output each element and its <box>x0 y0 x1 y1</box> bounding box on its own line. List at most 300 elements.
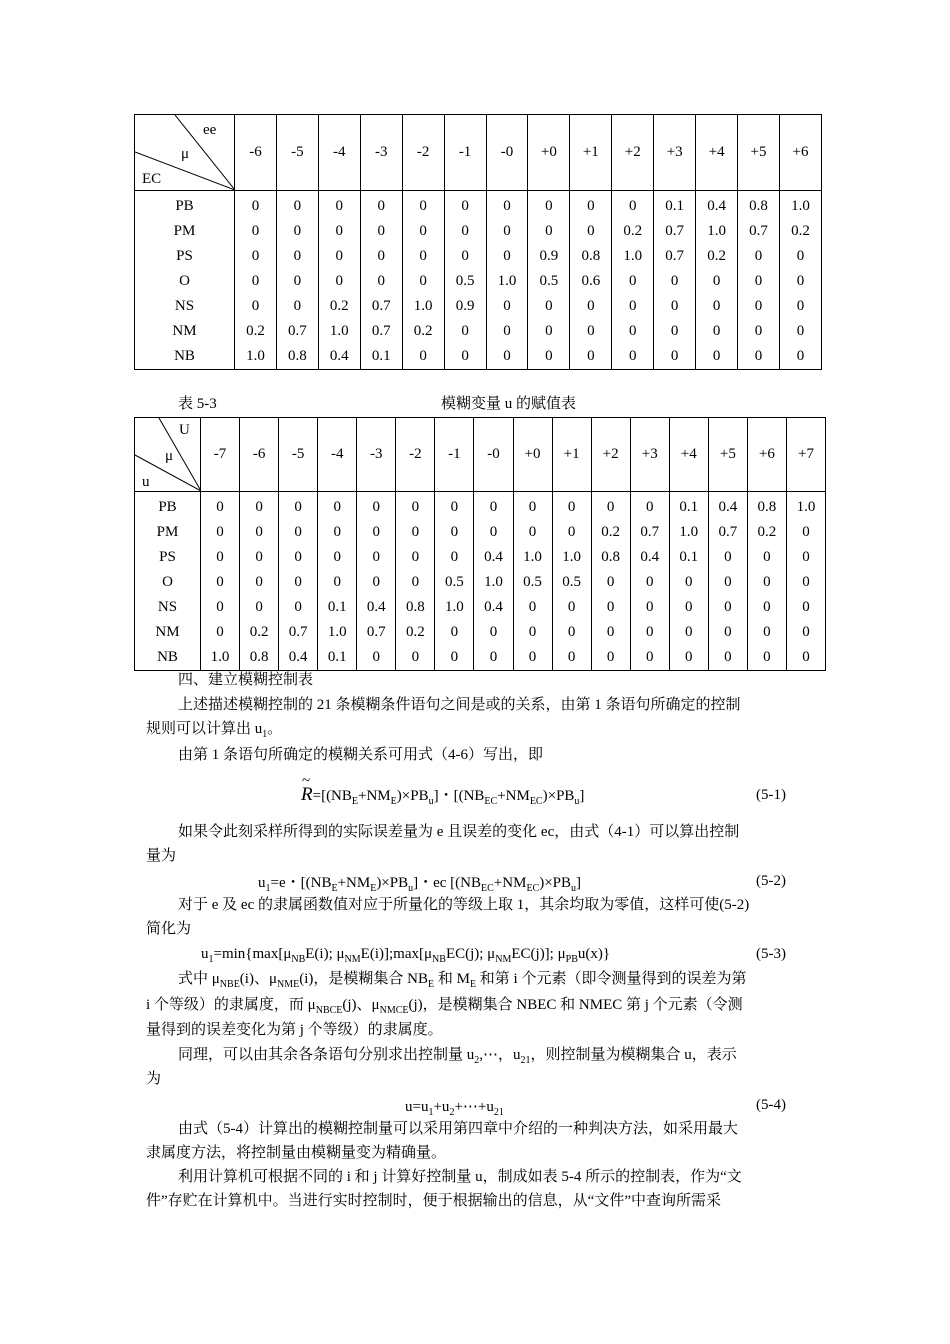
table-cell: 0 <box>360 244 402 269</box>
table-cell: 0 <box>570 294 612 319</box>
table-cell: 0 <box>591 492 630 521</box>
table-cell: 0 <box>279 545 318 570</box>
table-cell: 0.4 <box>357 595 396 620</box>
diagonal-header-cell <box>135 115 235 191</box>
table-cell: 1.0 <box>474 570 513 595</box>
table-cell: 0 <box>552 620 591 645</box>
table-cell: 0 <box>738 319 780 344</box>
table-cell: 1.0 <box>513 545 552 570</box>
paragraph-5-line-2: i 个等级）的隶属度，而 $\mu_{NBCE}(j)$、$\mu_{NMCE}(j)$，是模糊集合 NBEC 和 NMEC 第 j 个元素（令测 <box>146 997 743 1016</box>
row-label: PB <box>135 492 201 521</box>
table-cell: 0.1 <box>669 492 708 521</box>
table-cell: 0 <box>630 595 669 620</box>
table-cell: 0 <box>396 570 435 595</box>
corner-label-mu: μ <box>181 146 190 162</box>
table-cell: 0.2 <box>591 520 630 545</box>
table-cell: 0.2 <box>612 219 654 244</box>
table-cell: 0 <box>779 319 821 344</box>
table-cell: 0 <box>486 344 528 370</box>
table-cell: 0.7 <box>630 520 669 545</box>
table-cell: 1.0 <box>486 269 528 294</box>
column-header: +1 <box>552 418 591 492</box>
table-cell: 0.4 <box>630 545 669 570</box>
table-cell: 0 <box>276 294 318 319</box>
table-cell: 0 <box>528 344 570 370</box>
column-header: -6 <box>235 115 277 191</box>
table-cell: 0 <box>318 545 357 570</box>
table-cell: 0 <box>552 645 591 671</box>
table-cell: 0.2 <box>696 244 738 269</box>
table-cell: 0 <box>435 545 474 570</box>
table-cell: 0 <box>279 520 318 545</box>
row-label: PS <box>135 545 201 570</box>
column-header: -4 <box>318 418 357 492</box>
table-cell: 0 <box>696 344 738 370</box>
table-cell: 0 <box>786 570 825 595</box>
table-cell: 0 <box>747 620 786 645</box>
table-cell: 1.0 <box>552 545 591 570</box>
table-cell: 0 <box>444 344 486 370</box>
table-cell: 0.5 <box>435 570 474 595</box>
table-cell: 0 <box>786 545 825 570</box>
table-cell: 0 <box>357 570 396 595</box>
row-label: NB <box>135 344 235 370</box>
paragraph-5-line-3: 量得到的误差变化为第 j 个等级）的隶属度。 <box>146 1022 443 1038</box>
table-cell: 0.2 <box>235 319 277 344</box>
table-cell: 0 <box>591 645 630 671</box>
table-cell: 0 <box>528 191 570 220</box>
membership-table-u <box>134 417 826 671</box>
paragraph-1-line-1: 上述描述模糊控制的 21 条模糊条件语句之间是或的关系，由第 1 条语句所确定的控制 <box>178 697 741 713</box>
table-cell: 1.0 <box>235 344 277 370</box>
table-cell: 0 <box>318 269 360 294</box>
column-header: +4 <box>696 115 738 191</box>
row-label: NS <box>135 595 201 620</box>
table-cell: 0 <box>486 244 528 269</box>
paragraph-8-line-1: 利用计算机可根据不同的 i 和 j 计算好控制量 u，制成如表 5-4 所示的控制表，作为“文 <box>178 1169 742 1185</box>
table-row <box>135 269 822 294</box>
diagonal-header-cell <box>135 418 201 492</box>
column-header: +4 <box>669 418 708 492</box>
column-header: +1 <box>570 115 612 191</box>
row-label: PM <box>135 520 201 545</box>
table-cell: 0 <box>357 545 396 570</box>
table-cell: 0 <box>402 344 444 370</box>
table-cell: 0 <box>786 595 825 620</box>
table-row <box>135 294 822 319</box>
table-cell: 0 <box>444 219 486 244</box>
table-cell: 0.9 <box>444 294 486 319</box>
table-cell: 0 <box>357 492 396 521</box>
paragraph-2: 由第 1 条语句所确定的模糊关系可用式（4-6）写出，即 <box>178 747 543 763</box>
table-cell: 0 <box>528 319 570 344</box>
table-cell: 0 <box>201 620 240 645</box>
table-cell: 0 <box>201 570 240 595</box>
table-cell: 0 <box>630 492 669 521</box>
table-cell: 0 <box>779 344 821 370</box>
table-cell: 0 <box>318 492 357 521</box>
table-cell: 0 <box>630 620 669 645</box>
table-cell: 0 <box>513 520 552 545</box>
table-cell: 0 <box>513 595 552 620</box>
table-cell: 0 <box>240 545 279 570</box>
table-cell: 0 <box>235 244 277 269</box>
table-cell: 0 <box>402 219 444 244</box>
table-cell: 0 <box>738 269 780 294</box>
table-row <box>135 545 826 570</box>
table-cell: 0.4 <box>474 545 513 570</box>
table-cell: 0 <box>654 344 696 370</box>
table-cell: 1.0 <box>786 492 825 521</box>
table-cell: 0 <box>276 191 318 220</box>
table-cell: 0 <box>708 570 747 595</box>
table-cell: 0 <box>240 595 279 620</box>
column-header: -1 <box>444 115 486 191</box>
table-cell: 0 <box>612 191 654 220</box>
table-cell: 0 <box>747 645 786 671</box>
table-cell: 0 <box>474 645 513 671</box>
table-cell: 0 <box>444 319 486 344</box>
table-row <box>135 492 826 521</box>
table-cell: 0.5 <box>552 570 591 595</box>
table-cell: 0.7 <box>360 319 402 344</box>
table-cell: 0 <box>318 219 360 244</box>
table-cell: 0.7 <box>276 319 318 344</box>
table-cell: 0 <box>201 595 240 620</box>
table-cell: 0.7 <box>654 219 696 244</box>
table-cell: 0.2 <box>747 520 786 545</box>
table-cell: 0 <box>276 244 318 269</box>
corner-label-top: ee <box>203 122 217 138</box>
table-cell: 0 <box>747 545 786 570</box>
table-cell: 0.7 <box>708 520 747 545</box>
table-cell: 0 <box>738 244 780 269</box>
table-cell: 1.0 <box>201 645 240 671</box>
table-cell: 0 <box>444 244 486 269</box>
table-cell: 0 <box>357 520 396 545</box>
table-cell: 0 <box>279 570 318 595</box>
table-cell: 0 <box>786 645 825 671</box>
table-cell: 1.0 <box>318 620 357 645</box>
table-cell: 0 <box>318 244 360 269</box>
paragraph-1-line-2: 规则可以计算出 $u_1$。 <box>146 721 283 740</box>
table-cell: 0 <box>528 219 570 244</box>
membership-table-ec <box>134 114 822 370</box>
table-cell: 0 <box>474 520 513 545</box>
column-header: -3 <box>360 115 402 191</box>
table-cell: 0 <box>708 645 747 671</box>
column-header: -3 <box>357 418 396 492</box>
column-header: +3 <box>654 115 696 191</box>
equation-5-1: ~ $R=[(NB_E+NM_E)\times PB_u]$・$[(NB_{EC}+NM_{EC})\times PB_u]$ <box>301 784 584 807</box>
table-cell: 0 <box>552 492 591 521</box>
table-cell: 0 <box>654 294 696 319</box>
paragraph-6-line-2: 为 <box>146 1071 162 1087</box>
table-cell: 0 <box>360 219 402 244</box>
column-header: +0 <box>528 115 570 191</box>
table-cell: 0 <box>318 191 360 220</box>
table-cell: 0 <box>486 219 528 244</box>
table-cell: 0 <box>360 269 402 294</box>
table-cell: 0 <box>570 219 612 244</box>
table-row <box>135 344 822 370</box>
table-cell: 0 <box>240 520 279 545</box>
equation-5-2-number: (5-2) <box>756 873 786 889</box>
table-cell: 0 <box>570 191 612 220</box>
table-cell: 0.1 <box>318 645 357 671</box>
table-cell: 0 <box>612 344 654 370</box>
table-cell: 1.0 <box>402 294 444 319</box>
equation-5-1-number: (5-1) <box>756 787 786 803</box>
table-row <box>135 570 826 595</box>
table-cell: 0 <box>396 492 435 521</box>
table-cell: 0.8 <box>747 492 786 521</box>
paragraph-3-line-1: 如果令此刻采样所得到的实际误差量为 e 且误差的变化 ec，由式（4-1）可以算出控制 <box>178 824 740 840</box>
table-cell: 0 <box>528 294 570 319</box>
table-cell: 0.1 <box>318 595 357 620</box>
table-5-3-title: 模糊变量 u 的赋值表 <box>441 396 577 412</box>
table-cell: 0 <box>276 219 318 244</box>
table-cell: 0 <box>747 595 786 620</box>
table-cell: 0 <box>786 620 825 645</box>
table-cell: 0 <box>474 620 513 645</box>
corner-label-mu: μ <box>165 448 174 464</box>
table-cell: 0.1 <box>669 545 708 570</box>
table-cell: 0 <box>279 492 318 521</box>
table-cell: 0.7 <box>360 294 402 319</box>
paragraph-8-line-2: 件”存贮在计算机中。当进行实时控制时，便于根据输出的信息，从“文件”中查询所需采 <box>146 1193 721 1209</box>
section-heading: 四、建立模糊控制表 <box>178 672 314 688</box>
table-cell: 0 <box>612 269 654 294</box>
table-cell: 0.9 <box>528 244 570 269</box>
table-cell: 0 <box>669 620 708 645</box>
row-label: PS <box>135 244 235 269</box>
table-cell: 0.4 <box>708 492 747 521</box>
paragraph-5-line-1: 式中 $\mu_{NBE}(i)$、$\mu_{NME}(i)$，是模糊集合 $NB_E$ 和 $M_E$ 和第 i 个元素（即令测量得到的误差为第 <box>178 971 747 990</box>
table-cell: 0.2 <box>779 219 821 244</box>
table-cell: 0 <box>654 319 696 344</box>
table-cell: 0.4 <box>279 645 318 671</box>
table-cell: 0 <box>708 620 747 645</box>
column-header: -6 <box>240 418 279 492</box>
table-cell: 0 <box>396 520 435 545</box>
table-cell: 0 <box>612 319 654 344</box>
table-cell: 0 <box>786 520 825 545</box>
row-label: O <box>135 269 235 294</box>
table-cell: 0.8 <box>276 344 318 370</box>
table-cell: 0 <box>630 570 669 595</box>
table-cell: 0.5 <box>513 570 552 595</box>
paragraph-7-line-2: 隶属度方法，将控制量由模糊量变为精确量。 <box>146 1145 447 1161</box>
table-cell: 0 <box>435 520 474 545</box>
column-header: +7 <box>786 418 825 492</box>
column-header: -5 <box>279 418 318 492</box>
table-cell: 0 <box>318 570 357 595</box>
table-cell: 0 <box>570 344 612 370</box>
table-cell: 0 <box>240 492 279 521</box>
table-cell: 0 <box>486 294 528 319</box>
table-cell: 0.8 <box>591 545 630 570</box>
table-5-3-label: 表 5-3 <box>178 396 217 412</box>
column-header: +0 <box>513 418 552 492</box>
table-cell: 0 <box>591 620 630 645</box>
paragraph-7-line-1: 由式（5-4）计算出的模糊控制量可以采用第四章中介绍的一种判决方法，如采用最大 <box>178 1121 738 1137</box>
table-cell: 0.7 <box>279 620 318 645</box>
table-cell: 0.8 <box>570 244 612 269</box>
table-cell: 0.8 <box>396 595 435 620</box>
table-cell: 0 <box>738 344 780 370</box>
table-row <box>135 191 822 220</box>
table-cell: 0 <box>696 319 738 344</box>
equation-5-4-number: (5-4) <box>756 1097 786 1113</box>
table-cell: 0.5 <box>444 269 486 294</box>
column-header: +2 <box>612 115 654 191</box>
table-cell: 0 <box>201 545 240 570</box>
table-cell: 0 <box>357 645 396 671</box>
corner-label-top: U <box>179 422 190 438</box>
equation-5-2: $u_1=e$・$[(NB_E+NM_E)\times PB_u]$・ec $[(NB_{EC}+NM_{EC})\times PB_u]$ <box>258 875 582 894</box>
table-cell: 0 <box>612 294 654 319</box>
table-cell: 0.1 <box>654 191 696 220</box>
paragraph-3-line-2: 量为 <box>146 848 177 864</box>
table-cell: 0 <box>552 595 591 620</box>
table-cell: 0 <box>669 645 708 671</box>
table-cell: 0 <box>318 520 357 545</box>
table-cell: 1.0 <box>696 219 738 244</box>
table-cell: 0.2 <box>402 319 444 344</box>
table-cell: 1.0 <box>669 520 708 545</box>
table-cell: 0.7 <box>738 219 780 244</box>
table-cell: 0 <box>779 269 821 294</box>
column-header: -1 <box>435 418 474 492</box>
equation-5-3: $u_1=\min\{\max[\mu_{NB}E(i)$; $\mu_{NM}E(i)];\max[\mu_{NB}EC(j)$; $\mu_{NM}EC(j)$]; $\mu_{PB}u(x)$} <box>201 946 611 965</box>
column-header: +5 <box>738 115 780 191</box>
table-cell: 0.1 <box>360 344 402 370</box>
column-header: +2 <box>591 418 630 492</box>
column-header: +3 <box>630 418 669 492</box>
table-cell: 0.2 <box>240 620 279 645</box>
table-row <box>135 219 822 244</box>
table-cell: 0 <box>708 545 747 570</box>
table-cell: 0 <box>738 294 780 319</box>
column-header: +6 <box>747 418 786 492</box>
table-cell: 0 <box>402 269 444 294</box>
row-label: NB <box>135 645 201 671</box>
table-cell: 0.8 <box>738 191 780 220</box>
table-cell: 0.2 <box>396 620 435 645</box>
table-cell: 0 <box>235 219 277 244</box>
table-cell: 0 <box>591 595 630 620</box>
row-label: NM <box>135 319 235 344</box>
table-cell: 0 <box>513 620 552 645</box>
table-cell: 0 <box>235 294 277 319</box>
corner-label-bottom: u <box>142 474 150 490</box>
table-cell: 0 <box>696 294 738 319</box>
table-cell: 0 <box>779 244 821 269</box>
column-header: +5 <box>708 418 747 492</box>
table-cell: 0.4 <box>696 191 738 220</box>
table-row <box>135 520 826 545</box>
paragraph-4-line-2: 简化为 <box>146 921 192 937</box>
corner-label-bottom: EC <box>142 171 162 187</box>
table-cell: 0.8 <box>240 645 279 671</box>
table-cell: 0 <box>435 620 474 645</box>
table-cell: 0 <box>513 492 552 521</box>
table-cell: 0.7 <box>654 244 696 269</box>
column-header: +6 <box>779 115 821 191</box>
table-cell: 0 <box>513 645 552 671</box>
table-cell: 0 <box>696 269 738 294</box>
column-header: -5 <box>276 115 318 191</box>
paragraph-4-line-1: 对于 e 及 ec 的隶属函数值对应于所量化的等级上取 1，其余均取为零值，这样可使(5-2) <box>178 897 750 913</box>
column-header: -0 <box>474 418 513 492</box>
table-cell: 0.2 <box>318 294 360 319</box>
table-cell: 0 <box>240 570 279 595</box>
table-cell: 0 <box>279 595 318 620</box>
table-cell: 0.4 <box>318 344 360 370</box>
table-row <box>135 319 822 344</box>
table-cell: 1.0 <box>318 319 360 344</box>
table-cell: 0 <box>235 191 277 220</box>
table-cell: 0 <box>402 191 444 220</box>
table-cell: 0 <box>669 570 708 595</box>
table-cell: 0 <box>486 319 528 344</box>
column-header: -2 <box>396 418 435 492</box>
table-cell: 0.4 <box>474 595 513 620</box>
row-label: PM <box>135 219 235 244</box>
table-cell: 0 <box>779 294 821 319</box>
table-cell: 0 <box>747 570 786 595</box>
table-cell: 0 <box>402 244 444 269</box>
row-label: NS <box>135 294 235 319</box>
table-cell: 0 <box>201 520 240 545</box>
table-row <box>135 244 822 269</box>
table-row <box>135 595 826 620</box>
table-cell: 0 <box>235 269 277 294</box>
table-cell: 0 <box>486 191 528 220</box>
table-cell: 0.7 <box>357 620 396 645</box>
row-label: O <box>135 570 201 595</box>
column-header: -7 <box>201 418 240 492</box>
table-cell: 0 <box>444 191 486 220</box>
table-cell: 0 <box>396 545 435 570</box>
table-cell: 0 <box>654 269 696 294</box>
table-cell: 0 <box>708 595 747 620</box>
table-cell: 0 <box>276 269 318 294</box>
table-row <box>135 620 826 645</box>
table-cell: 1.0 <box>612 244 654 269</box>
table-cell: 0 <box>396 645 435 671</box>
column-header: -4 <box>318 115 360 191</box>
table-cell: 0 <box>360 191 402 220</box>
column-header: -2 <box>402 115 444 191</box>
table-cell: 0 <box>552 520 591 545</box>
paragraph-6-line-1: 同理，可以由其余各条语句分别求出控制量 $u_2,\cdots$，$u_{21}$，则控制量为模糊集合 u，表示 <box>178 1047 737 1066</box>
table-cell: 0 <box>435 645 474 671</box>
equation-5-4: $u=u_1+u_2+\cdots+u_{21}$ <box>405 1099 504 1118</box>
equation-5-3-number: (5-3) <box>756 946 786 962</box>
row-label: PB <box>135 191 235 220</box>
table-cell: 0 <box>630 645 669 671</box>
table-cell: 0 <box>669 595 708 620</box>
table-cell: 1.0 <box>435 595 474 620</box>
table-row <box>135 645 826 671</box>
table-cell: 0 <box>474 492 513 521</box>
column-header: -0 <box>486 115 528 191</box>
table-cell: 1.0 <box>779 191 821 220</box>
table-cell: 0 <box>201 492 240 521</box>
table-cell: 0.5 <box>528 269 570 294</box>
